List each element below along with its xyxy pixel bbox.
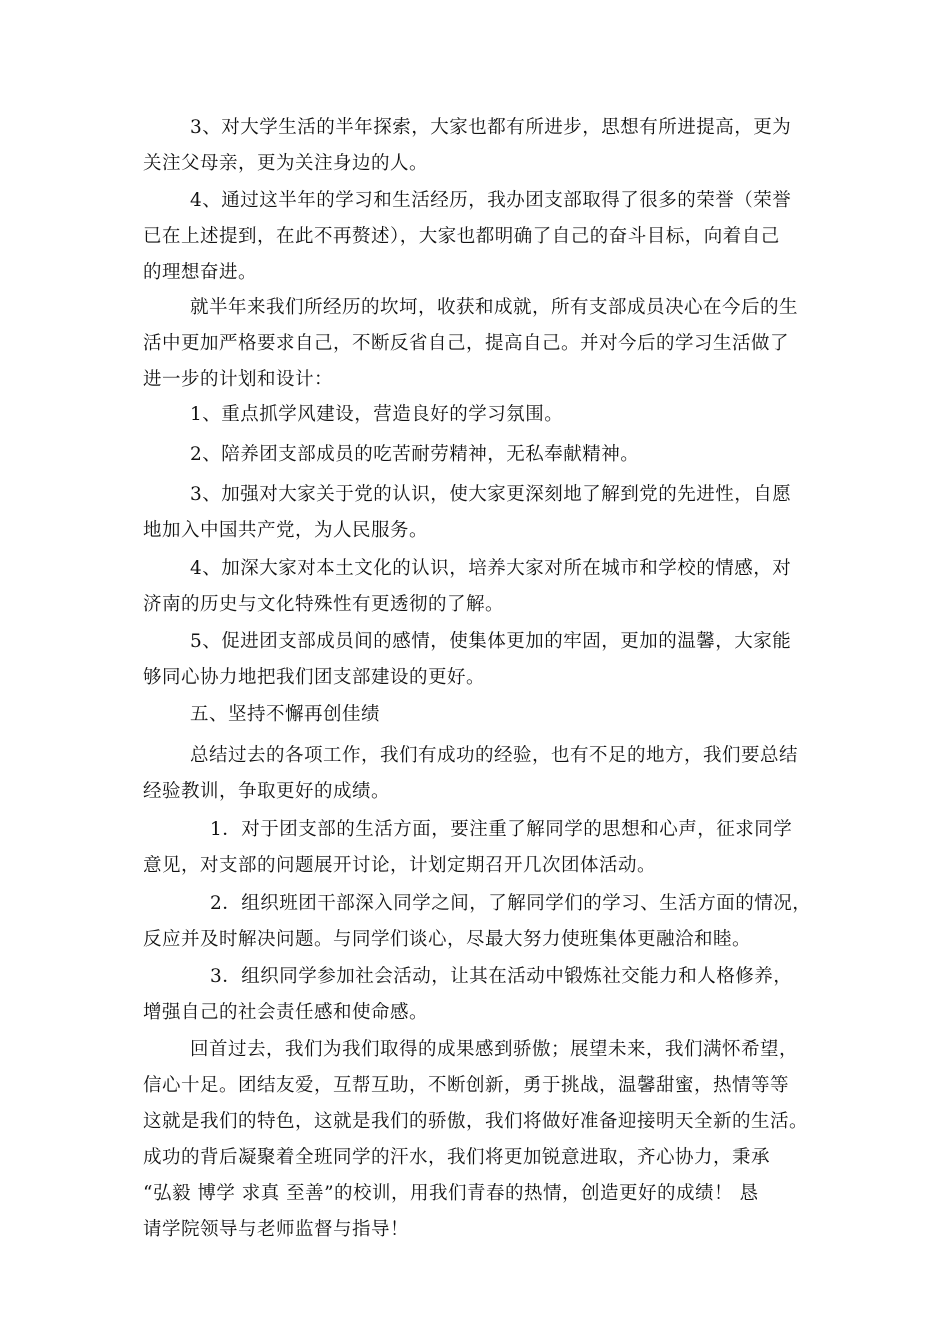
paragraph-plan-item-4 — [143, 551, 813, 623]
text-line: 地加入中国共产党，为人民服务。 — [143, 520, 429, 541]
paragraph-point-4-honors — [143, 183, 813, 291]
text-line: 意见，对支部的问题展开讨论，计划定期召开几次团体活动。 — [143, 855, 657, 876]
text-line: 就半年来我们所经历的坎坷，收获和成就，所有支部成员决心在今后的生 — [190, 297, 799, 318]
text-line: 3、对大学生活的半年探索，大家也都有所进步，思想有所进提高，更为 — [190, 117, 792, 138]
text-line: 回首过去，我们为我们取得的成果感到骄傲；展望未来，我们满怀希望， — [190, 1039, 799, 1060]
text-line: 成功的背后凝聚着全班同学的汗水，我们将更加锐意进取，齐心协力，秉承 — [143, 1147, 771, 1168]
text-line: “弘毅 博学 求真 至善”的校训，用我们青春的热情，创造更好的成绩！ 恳 — [143, 1183, 759, 1204]
paragraph-point-3-progress — [143, 110, 813, 182]
text-line: 4、通过这半年的学习和生活经历，我办团支部取得了很多的荣誉（荣誉 — [190, 190, 792, 211]
text-line: 1．对于团支部的生活方面，要注重了解同学的思想和心声，征求同学 — [210, 819, 793, 840]
text-line: 够同心协力地把我们团支部建设的更好。 — [143, 667, 486, 688]
text-line: 3、加强对大家关于党的认识，使大家更深刻地了解到党的先进性，自愿 — [190, 484, 792, 505]
text-line: 1、重点抓学风建设，营造良好的学习氛围。 — [190, 404, 564, 425]
text-line: 的理想奋进。 — [143, 262, 258, 283]
paragraph-measure-2 — [143, 886, 813, 958]
text-line: 这就是我们的特色，这就是我们的骄傲，我们将做好准备迎接明天全新的生活。 — [143, 1111, 809, 1132]
text-line: 请学院领导与老师监督与指导！ — [143, 1219, 410, 1240]
text-line: 经验教训，争取更好的成绩。 — [143, 781, 391, 802]
text-line: 4、加深大家对本土文化的认识，培养大家对所在城市和学校的情感，对 — [190, 558, 792, 579]
text-line: 增强自己的社会责任感和使命感。 — [143, 1002, 429, 1023]
text-line: 5、促进团支部成员间的感情，使集体更加的牢固，更加的温馨，大家能 — [190, 631, 792, 652]
paragraph-plan-item-1 — [143, 397, 813, 433]
paragraph-plan-item-3 — [143, 477, 813, 549]
text-line: 进一步的计划和设计： — [143, 369, 334, 390]
section-heading-text: 五、坚持不懈再创佳绩 — [190, 704, 381, 725]
text-line: 活中更加严格要求自己，不断反省自己，提高自己。并对今后的学习生活做了 — [143, 333, 790, 354]
text-line: 2．组织班团干部深入同学之间，了解同学们的学习、生活方面的情况， — [210, 893, 812, 914]
paragraph-measure-1 — [143, 812, 813, 884]
text-line: 总结过去的各项工作，我们有成功的经验，也有不足的地方，我们要总结 — [190, 745, 799, 766]
text-line: 济南的历史与文化特殊性有更透彻的了解。 — [143, 594, 505, 615]
paragraph-future-plan-intro — [143, 290, 813, 398]
section-heading-5 — [143, 697, 813, 733]
text-line: 2、陪养团支部成员的吃苦耐劳精神，无私奉献精神。 — [190, 444, 640, 465]
paragraph-measure-3 — [143, 959, 813, 1031]
paragraph-conclusion — [143, 1032, 813, 1248]
text-line: 关注父母亲，更为关注身边的人。 — [143, 153, 429, 174]
text-line: 信心十足。团结友爱，互帮互助，不断创新，勇于挑战，温馨甜蜜，热情等等 — [143, 1075, 790, 1096]
paragraph-plan-item-5 — [143, 624, 813, 696]
text-line: 3．组织同学参加社会活动，让其在活动中锻炼社交能力和人格修养， — [210, 966, 793, 987]
paragraph-summary — [143, 738, 813, 810]
text-line: 已在上述提到，在此不再赘述），大家也都明确了自己的奋斗目标，向着自己 — [143, 226, 780, 247]
paragraph-plan-item-2 — [143, 437, 813, 473]
text-line: 反应并及时解决问题。与同学们谈心，尽最大努力使班集体更融洽和睦。 — [143, 929, 752, 950]
